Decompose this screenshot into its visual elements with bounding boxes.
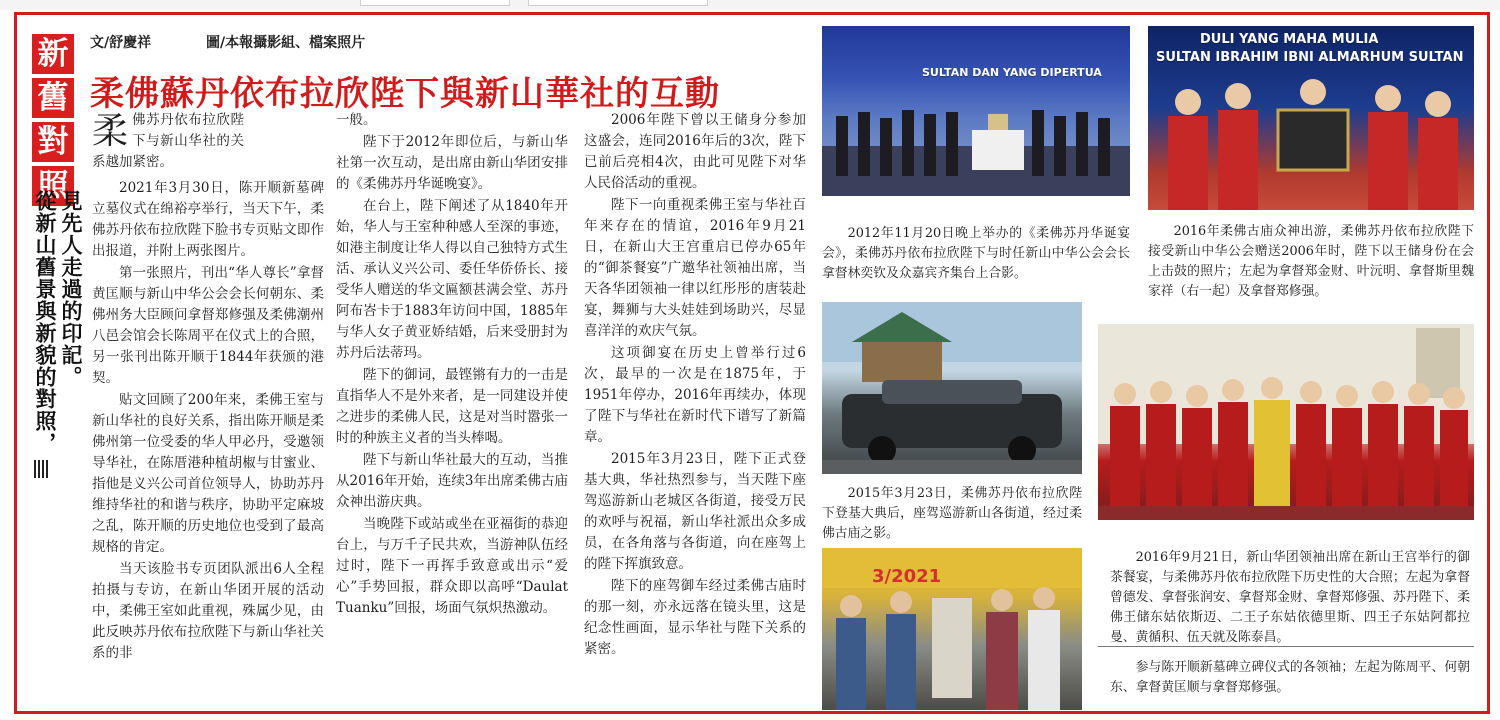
scan-mark (528, 0, 708, 6)
photo-caption: 2015年3月23日，柔佛苏丹依布拉欣陛下登基大典后，座驾巡游新山各街道，经过柔佛古庙之影。 (822, 486, 1082, 541)
article-paragraph: 这项御宴在历史上曾举行过6次，最早的一次是在1875年，于1951年停办，2016年再续办，体现了陛下与华社在新时代下谱写了新篇章。 (584, 345, 806, 445)
badge-char: 新 (32, 34, 74, 74)
motorcade-scene (822, 302, 1082, 474)
article-paragraph: 陛下一向重视柔佛王室与华社百年来存在的情谊，2016年9月21日，在新山大王宫重启已停办65年的“御茶餐宴”广邀华社领袖出席，当天各华团领袖一律以红彤彤的唐装赴宴，舞狮与大头娃娃到场助兴，尽显喜洋洋的欢庆气氛。 (584, 197, 806, 339)
article-paragraph: 陛下与新山华社最大的互动，当推从2016年开始，连续3年出席柔佛古庙众神出游庆典。 (336, 452, 568, 510)
ceremony-scene (822, 548, 1082, 710)
article-paragraph: 2006年陛下曾以王储身分参加这盛会，连同2016年后的3次，陛下已前后亮相4次，由此可见陛下对华人民俗活动的重视。 (584, 112, 806, 191)
article-column-1-body (92, 178, 324, 698)
article-paragraph: 柔佛苏丹依布拉欣陛下与新山华社的关系越加紧密。 (92, 111, 244, 170)
article-paragraph: 当晚陛下或站或坐在亚福街的恭迎台上，与万千子民共欢，当游神队伍经过时，陛下一再挥手致意或出示“爱心”手势回报，群众即以高呼“Daulat Tuanku”回报，场面气氛炽热激动。 (336, 516, 568, 616)
stage-scene (822, 26, 1130, 196)
badge-char: 照 (32, 166, 74, 206)
byline-author: 文/舒慶祥 (90, 35, 152, 51)
section-badge (32, 34, 74, 210)
article-paragraph: 在台上，陛下阐述了从1840年开始，华人与王室种种感人至深的事迹，如港主制度让华人得以自己独特方式生活、承认义兴公司、委任华侨侨长、接受华人赠送的华文匾额甚满会堂、苏丹阿布峇卡于1883年访问中国，1885年与华人女子黄亚娇结婚，后来受册封为苏丹后法蒂玛。 (336, 198, 568, 361)
photo-2016-royal-tea-party (1098, 324, 1474, 520)
byline-photo-credit: 圖/本報攝影組、檔案照片 (206, 35, 366, 51)
decorative-bars (34, 460, 52, 482)
photo-caption: 参与陈开顺新墓碑立碑仪式的各领袖；左起为陈周平、何朝东、拿督黄匡顺与拿督郑修强。 (1110, 660, 1470, 695)
article-paragraph: 陛下于2012年即位后，与新山华社第一次互动，是出席由新山华团安排的《柔佛苏丹华诞晚宴》。 (336, 134, 568, 192)
photo-banner-text: DULI YANG MAHA MULIA (1200, 32, 1379, 47)
article-paragraph: 陛下的座驾御车经过柔佛古庙时的那一刻，亦永远落在镜头里，这是纪念性画面，显示华社与陛下关系的紧密。 (584, 578, 806, 657)
photo-caption: 2016年柔佛古庙众神出游，柔佛苏丹依布拉欣陛下接受新山中华公会赠送2006年时，陛下以王储身份在会上击鼓的照片；左起为拿督郑金财、叶沅明、拿督斯里魏家祥（右一起）及拿督郑修强。 (1148, 224, 1474, 299)
photo-caption: 2012年11月20日晚上举办的《柔佛苏丹华诞宴会》，柔佛苏丹依布拉欣陛下与时任新山中华公会会长拿督林奕钦及众嘉宾齐集台上合影。 (822, 226, 1130, 281)
scan-top-strip (0, 0, 1500, 10)
article-column-3 (584, 110, 806, 700)
scan-mark (360, 0, 510, 6)
article-paragraph: 陛下的御词，最铿锵有力的一击是直指华人不是外来者，是一同建设并使之进步的柔佛人民，这是对当时嚣张一时的种族主义者的当头棒喝。 (336, 367, 568, 446)
group-photo-scene (1098, 324, 1474, 520)
drop-cap: 柔 (92, 111, 129, 152)
section-subtitle-line-1: 見先人走過的印記。 (59, 190, 83, 388)
caption-divider (1098, 646, 1474, 647)
photo-2015-royal-motorcade (822, 302, 1082, 474)
badge-char: 對 (32, 122, 74, 162)
photo-banner-text: SULTAN DAN YANG DIPERTUA (922, 66, 1102, 79)
badge-char: 舊 (32, 78, 74, 118)
article-paragraph: 2015年3月23日，陛下正式登基大典，华社热烈参与，当天陛下座驾巡游新山老城区各街道，接受万民的欢呼与祝福，新山华社派出众多成员，在各角落与各街道，向在座驾上的陛下挥旗致意。 (584, 451, 806, 572)
article-paragraph: 一般。 (336, 112, 377, 128)
photo-2021-tombstone-ceremony (822, 548, 1082, 710)
photo-2012-birthday-dinner (822, 26, 1130, 196)
article-paragraph: 贴文回顾了200年来，柔佛王室与新山华社的良好关系，指出陈开顺是柔佛州第一位受委的华人甲必丹，受邀领导华社，在陈厝港种植胡椒与甘蜜业、指他是义兴公司首位领导人，协助苏丹维持华社的和谐与秩序，协助平定麻坡之乱，陈开顺的历史地位也受到了最高规格的肯定。 (92, 392, 324, 555)
article-paragraph: 第一张照片，刊出“华人尊长”拿督黄匡顺与新山中华公会会长何朝东、柔佛州务大臣顾问拿督郑修强及柔佛潮州八邑会馆会长陈周平在仪式上的合照，另一张刊出陈开顺于1844年获颁的港契。 (92, 265, 324, 386)
photo-banner-text: 3/2021 (872, 566, 942, 587)
photo-2016-drum-presentation (1148, 26, 1474, 210)
article-column-2 (336, 110, 568, 700)
article-paragraph: 当天该脸书专页团队派出6人全程拍摄与专访，在新山华团开展的活动中，柔佛王室如此重视，殊属少见，由此反映苏丹依布拉欣陛下与新山华社关系的非 (92, 561, 324, 661)
headline: 柔佛蘇丹依布拉欣陛下與新山華社的互動 (90, 74, 720, 114)
byline (90, 32, 365, 52)
article-paragraph: 2021年3月30日，陈开顺新墓碑立墓仪式在绵裕亭举行，当天下午，柔佛苏丹依布拉欣陛下脸书专页贴文即作出报道，并附上两张图片。 (92, 180, 324, 259)
photo-banner-text: SULTAN IBRAHIM IBNI ALMARHUM SULTAN (1156, 50, 1464, 65)
section-subtitle-line-2: 從新山舊景與新貌的對照， (33, 190, 57, 454)
photo-caption: 2016年9月21日，新山华团领袖出席在新山王宫举行的御茶餐宴，与柔佛苏丹依布拉欣陛下历史性的大合照；左起为拿督曾德发、拿督张润安、拿督郑金财、拿督郑修强、苏丹陛下、柔佛王储东姑依斯迈、二王子东姑依德里斯、四王子东姑阿都拉曼、黄循积、伍天就及陈泰昌。 (1110, 550, 1470, 645)
